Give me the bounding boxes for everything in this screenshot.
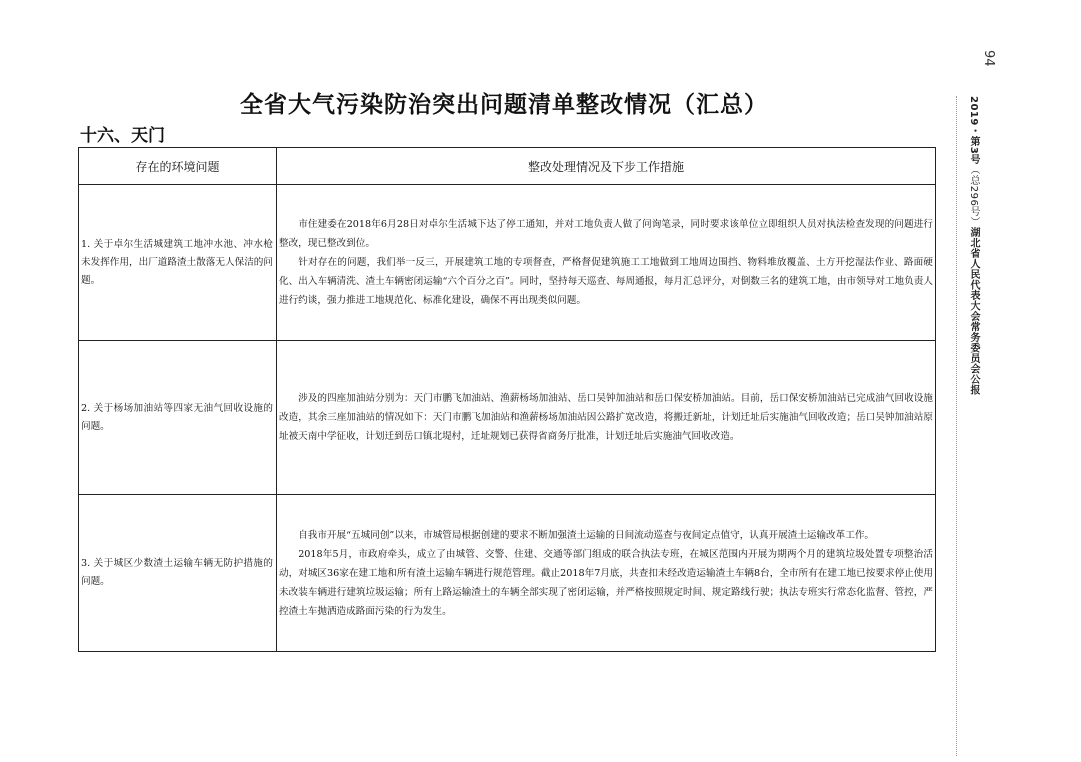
action-paragraph: 市住建委在2018年6月28日对卓尔生活城下达了停工通知，并对工地负责人做了问询笔录，同时要求该单位立即组织人员对执法检查发现的问题进行整改，现已整改到位。 [279,219,933,249]
action-paragraph: 2018年5月，市政府牵头，成立了由城管、交警、住建、交通等部门组成的联合执法专班，在城区范围内开展为期两个月的建筑垃圾处置专项整治活动，对城区36家在建工地和所有渣土运输车辆进行规范管理。截止2018年7月底，共查扣未经改造运输渣土车辆8台，全市所有在建工地已按要求停止使用未改装车辆进行建筑垃圾运输；所有上路运输渣土的车辆全部实现了密闭运输，并严格按照规定时间、规定路线行驶；执法专班实行常态化监督、管控，严控渣土车抛洒造成路面污染的行为发生。 [279,548,933,617]
header-actions: 整改处理情况及下步工作措施 [277,148,936,185]
issue-cell: 1. 关于卓尔生活城建筑工地冲水池、冲水枪未发挥作用，出厂道路渣土散落无人保洁的问题。 [79,185,277,341]
document-title: 全省大气污染防治突出问题清单整改情况（汇总） [240,92,768,118]
action-cell [277,341,936,495]
page-number: 94 [981,50,996,67]
action-paragraph: 针对存在的问题，我们举一反三，开展建筑工地的专项督查，严格督促建筑施工工地做到工地周边围挡、物料堆放覆盖、土方开挖湿法作业、路面硬化、出入车辆清洗、渣土车辆密闭运输“六个百分之百”。同时，坚持每天巡查、每周通报，每月汇总评分，对倒数三名的建筑工地，由市领导对工地负责人进行约谈，强力推进工地规范化、标准化建设，确保不再出现类似问题。 [279,257,933,306]
issues-table [78,147,936,652]
action-paragraph: 涉及的四座加油站分别为：天门市鹏飞加油站、渔薪杨场加油站、岳口吴钟加油站和岳口保安桥加油站。目前，岳口保安桥加油站已完成油气回收设施改造，其余三座加油站的情况如下：天门市鹏飞加油站和渔薪杨场加油站因公路扩宽改造，将搬迁新址，计划迁址后实施油气回收改造；岳口吴钟加油站原址被天南中学征收，计划迁到岳口镇北堤村，迁址规划已获得省商务厅批准，计划迁址后实施油气回收改造。 [279,393,933,442]
table-header-row [79,148,936,185]
header-issue: 存在的环境问题 [79,148,277,185]
issue-cell: 2. 关于杨场加油站等四家无油气回收设施的问题。 [79,341,277,495]
table-row [79,495,936,652]
issue-number: 2019・第3号 [968,96,979,165]
issue-total: （总296号） [968,164,979,228]
margin-divider [956,96,958,756]
action-cell [277,495,936,652]
action-paragraph: 自我市开展“五城同创”以来，市城管局根据创建的要求不断加强渣土运输的日间流动巡查与夜间定点值守，认真开展渣土运输改革工作。 [298,529,875,541]
action-cell [277,185,936,341]
table-row [79,341,936,495]
running-header [966,96,981,596]
section-heading: 十六、天门 [80,126,165,146]
journal-name: 湖北省人民代表大会常务委员会公报 [968,227,979,396]
table-row [79,185,936,341]
issue-cell: 3. 关于城区少数渣土运输车辆无防护措施的问题。 [79,495,277,652]
